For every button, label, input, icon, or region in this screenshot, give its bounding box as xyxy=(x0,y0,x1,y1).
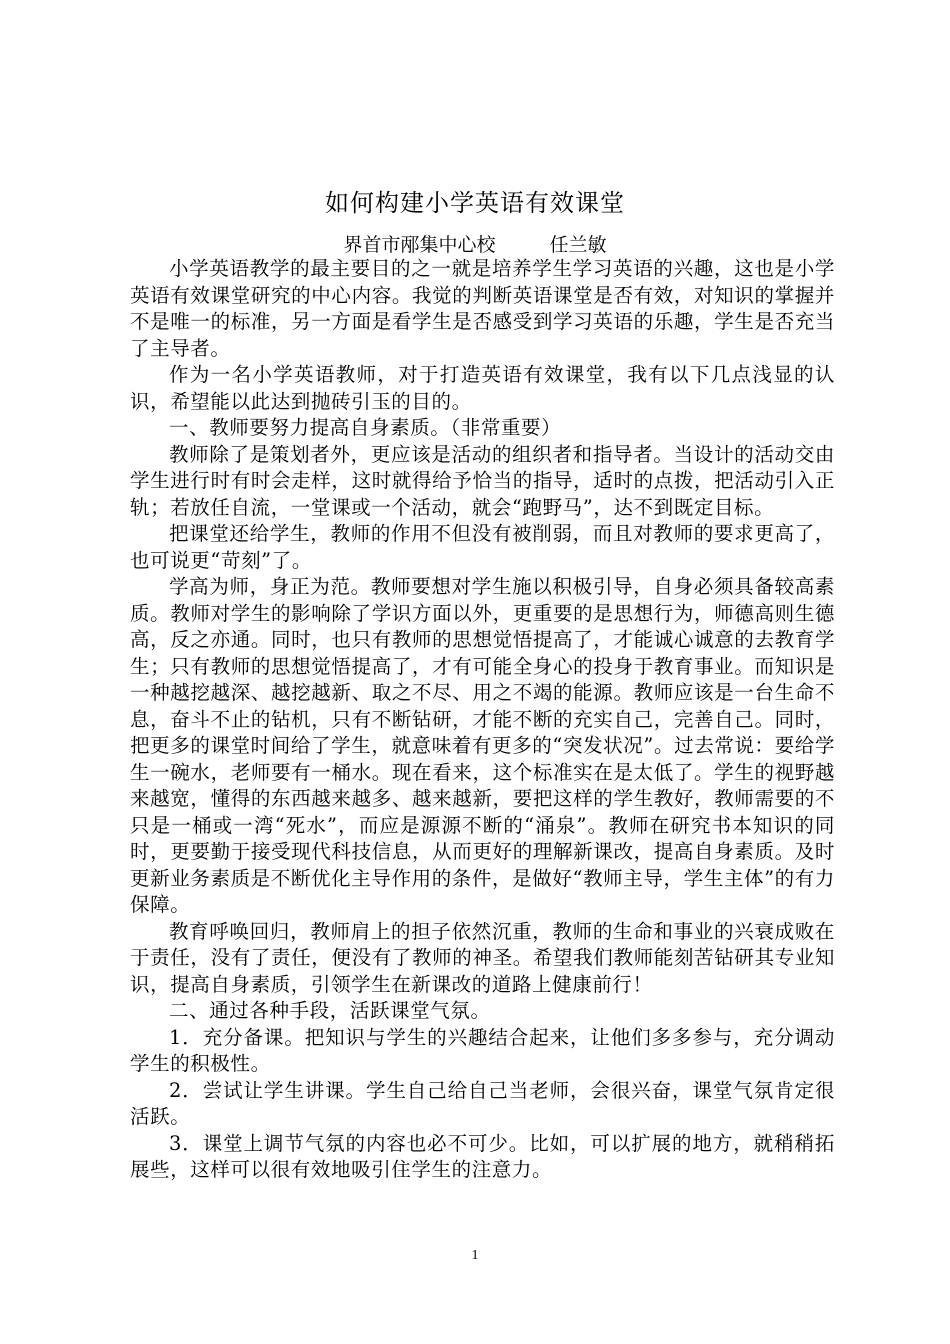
author-line xyxy=(0,232,950,258)
paragraph-intro: 小学英语教学的最主要目的之一就是培养学生学习英语的兴趣，这也是小学英语有效课堂研究的中心内容。我觉的判断英语课堂是否有效，对知识的掌握并不是唯一的标准，另一方面是看学生是否感受到学习英语的乐趣，学生是否充当了主导者。 xyxy=(130,257,835,360)
list-item-1: 1．充分备课。把知识与学生的兴趣结合起来，让他们多多参与，充分调动学生的积极性。 xyxy=(130,1025,835,1075)
heading-section-1: 一、教师要努力提高自身素质。（非常重要） xyxy=(169,416,562,439)
document-title: 如何构建小学英语有效课堂 xyxy=(325,189,625,217)
list-item-3: 3．课堂上调节气氛的内容也必不可少。比如，可以扩展的地方，就稍稍拓展些，这样可以很有效地吸引住学生的注意力。 xyxy=(130,1131,835,1181)
author-school: 界首市邴集中心校 xyxy=(343,234,496,256)
paragraph-return-classroom: 把课堂还给学生，教师的作用不但没有被削弱，而且对教师的要求更高了，也可说更“苛刻”了。 xyxy=(130,522,835,572)
author-name: 任兰敏 xyxy=(549,234,607,256)
page-number: 1 xyxy=(471,1248,479,1263)
paragraph-responsibility: 教育呼唤回归，教师肩上的担子依然沉重，教师的生命和事业的兴衰成败在于责任，没有了责任，便没有了教师的神圣。希望我们教师能刻苦钻研其专业知识，提高自身素质，引领学生在新课改的道路上健康前行！ xyxy=(130,919,835,996)
heading-section-2: 二、通过各种手段，活跃课堂气氛。 xyxy=(169,999,491,1022)
paragraph-teacher-quality: 学高为师，身正为范。教师要想对学生施以积极引导，自身必须具备较高素质。教师对学生的影响除了学识方面以外，更重要的是思想行为，师德高则生德高，反之亦通。同时，也只有教师的思想觉悟提高了，才能诚心诚意的去教育学生；只有教师的思想觉悟提高了，才有可能全身心的投身于教育事业。而知识是一种越挖越深、越挖越新、取之不尽、用之不竭的能源。教师应该是一台生命不息，奋斗不止的钻机，只有不断钻研，才能不断的充实自己，完善自己。同时，把更多的课堂时间给了学生，就意味着有更多的“突发状况”。过去常说：要给学生一碗水，老师要有一桶水。现在看来，这个标准实在是太低了。学生的视野越来越宽，懂得的东西越来越多、越来越新，要把这样的学生教好，教师需要的不只是一桶或一湾“死水”，而应是源源不断的“涌泉”。教师在研究书本知识的同时，更要勤于接受现代科技信息，从而更好的理解新课改，提高自身素质。及时更新业务素质是不断优化主导作用的条件，是做好“教师主导，学生主体”的有力保障。 xyxy=(130,575,835,916)
paragraph-purpose: 作为一名小学英语教师，对于打造英语有效课堂，我有以下几点浅显的认识，希望能以此达到抛砖引玉的目的。 xyxy=(130,363,835,413)
list-item-2: 2．尝试让学生讲课。学生自己给自己当老师，会很兴奋，课堂气氛肯定很活跃。 xyxy=(130,1078,835,1128)
paragraph-teacher-role: 教师除了是策划者外，更应该是活动的组织者和指导者。当设计的活动交由学生进行时有时会走样，这时就得给予恰当的指导，适时的点拨，把活动引入正轨；若放任自流，一堂课或一个活动，就会“跑野马”，达不到既定目标。 xyxy=(130,442,835,519)
document-body xyxy=(130,256,835,1184)
